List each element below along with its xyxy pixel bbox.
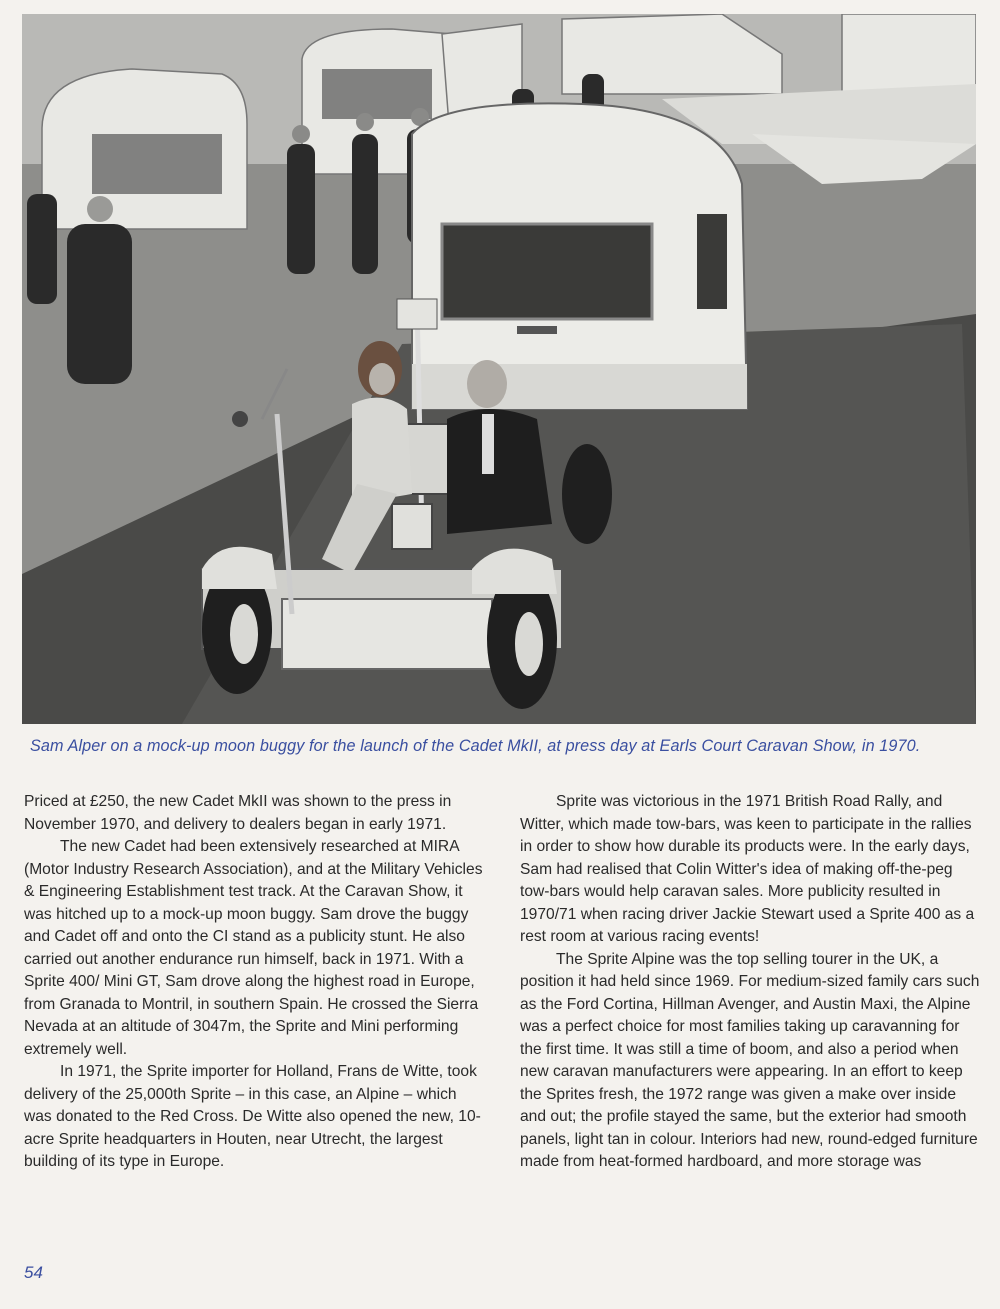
right-column xyxy=(520,791,980,1174)
paragraph: The new Cadet had been extensively researched at MIRA (Motor Industry Research Association), and at the Military Vehicles & Engineering Establishment test track. At the Caravan Show, it was hitched up to a mock-up moon buggy. Sam drove the buggy and Cadet off and onto the CI stand as a publicity stunt. He also carried out another endurance run himself, back in 1971. With a Sprite 400/ Mini GT, Sam drove along the highest road in Europe, from Granada to Montril, in southern Spain. He crossed the Sierra Nevada at an altitude of 3047m, the Sprite and Mini performing extremely well. xyxy=(24,838,483,1058)
photo-illustration xyxy=(22,14,976,724)
page-number: 54 xyxy=(24,1263,43,1282)
paragraph: Priced at £250, the new Cadet MkII was shown to the press in November 1970, and delivery to dealers began in early 1971. xyxy=(24,793,452,833)
paragraph: The Sprite Alpine was the top selling tourer in the UK, a position it had held since 1969. For medium-sized family cars such as the Ford Cortina, Hillman Avenger, and Austin Maxi, the Alpine was a perfect choice for most families taking up caravanning for the first time. It was still a time of boom, and also a period when new caravan manufacturers were appearing. In an effort to keep the Sprites fresh, the 1972 range was given a make over inside and out; the profile stayed the same, but the exterior had smooth panels, light tan in colour. Interiors had new, round-edged furniture made from heat-formed hardboard, and more storage was xyxy=(520,950,980,1170)
photo-moon-buggy xyxy=(22,14,976,724)
photo-caption: Sam Alper on a mock-up moon buggy for the launch of the Cadet MkII, at press day at Earls Court Caravan Show, in 1970. xyxy=(30,737,921,755)
left-column xyxy=(24,791,484,1174)
paragraph: Sprite was victorious in the 1971 British Road Rally, and Witter, which made tow-bars, was keen to participate in the rallies in order to show how durable its products were. In the early days, Sam had realised that Colin Witter's idea of making off-the-peg tow-bars would help caravan sales. More publicity resulted in 1970/71 when racing driver Jackie Stewart used a Sprite 400 as a rest room at various racing events! xyxy=(520,793,975,945)
paragraph: In 1971, the Sprite importer for Holland, Frans de Witte, took delivery of the 25,000th Sprite – in this case, an Alpine – which was donated to the Red Cross. De Witte also opened the new, 10-acre Sprite headquarters in Houten, near Utrecht, the largest building of its type in Europe. xyxy=(24,1063,481,1170)
